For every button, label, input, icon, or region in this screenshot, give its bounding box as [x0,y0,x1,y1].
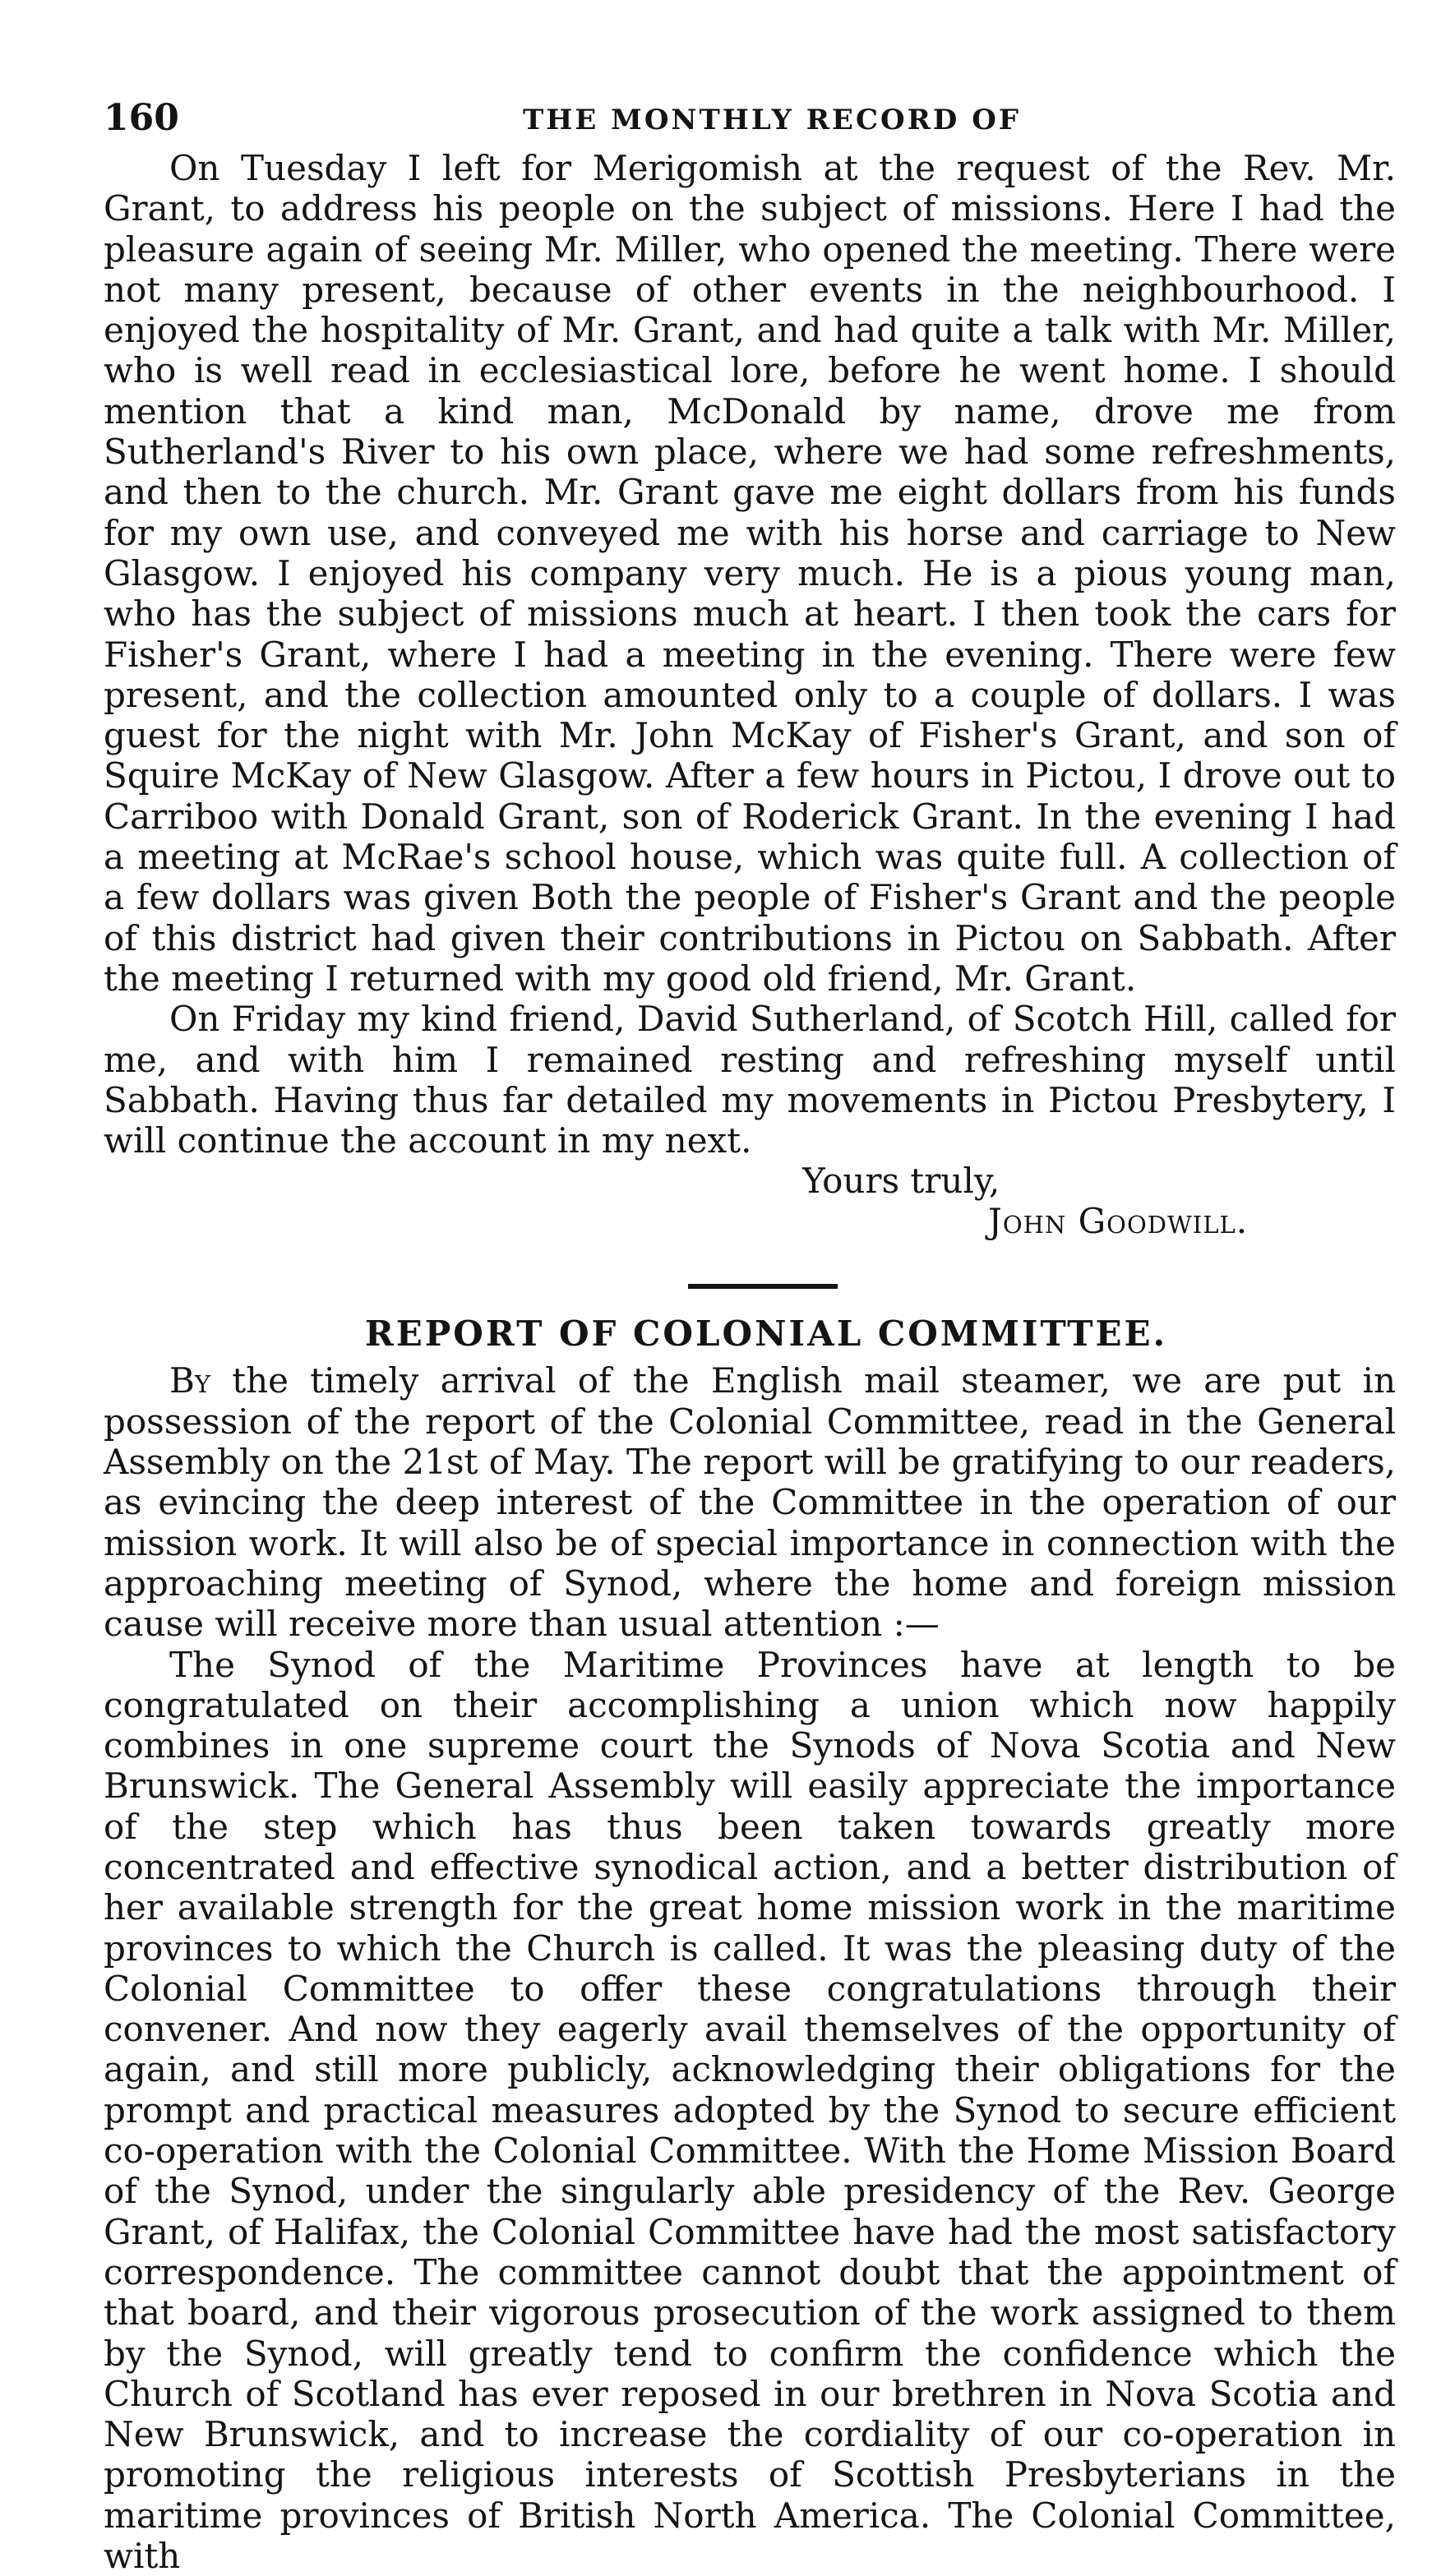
page [104,82,1396,2576]
letter-signature: John Goodwill. [988,1201,1396,1241]
section-title: REPORT OF COLONIAL COMMITTEE. [104,1313,1396,1354]
report-first-word: By [169,1360,210,1401]
report-paragraph-1-text: the timely arrival of the English mail steamer, we are put in possession of the report of the Colonial Committee, read in the General Assembly on the 21st of May. The report will be gratifying to our readers, as evincing the deep interest of the Committee in the operation of our mission work. It will also be of special importance in connection with the approaching meeting of Synod, where the home and foreign mission cause will receive more than usual attention :— [104,1360,1396,1644]
letter-closing: Yours truly, [802,1161,1396,1201]
running-head: THE MONTHLY RECORD OF [523,104,1021,136]
page-number: 160 [104,97,179,139]
report-paragraph-1 [104,1360,1396,1644]
section-divider [688,1284,838,1289]
page-header [104,82,1396,148]
letter-paragraph-1: On Tuesday I left for Merigomish at the request of the Rev. Mr. Grant, to address his people on the subject of missions. Here I had the pleasure again of seeing Mr. Miller, who opened the meeting. There were not many present, because of other events in the neighbourhood. I enjoyed the hospitality of Mr. Grant, and had quite a talk with Mr. Miller, who is well read in ecclesiastical lore, before he went home. I should mention that a kind man, McDonald by name, drove me from Sutherland's River to his own place, where we had some refreshments, and then to the church. Mr. Grant gave me eight dollars from his funds for my own use, and conveyed me with his horse and carriage to New Glasgow. I enjoyed his company very much. He is a pious young man, who has the subject of missions much at heart. I then took the cars for Fisher's Grant, where I had a meeting in the evening. There were few present, and the collection amounted only to a couple of dollars. I was guest for the night with Mr. John McKay of Fisher's Grant, and son of Squire McKay of New Glasgow. After a few hours in Pictou, I drove out to Carriboo with Donald Grant, son of Roderick Grant. In the evening I had a meeting at McRae's school house, which was quite full. A collection of a few dollars was given Both the people of Fisher's Grant and the people of this district had given their contributions in Pictou on Sabbath. After the meeting I returned with my good old friend, Mr. Grant. [104,148,1396,999]
letter-paragraph-2: On Friday my kind friend, David Sutherland, of Scotch Hill, called for me, and with him I remained resting and refreshing myself until Sabbath. Having thus far detailed my movements in Pictou Presbytery, I will continue the account in my next. [104,999,1396,1161]
report-paragraph-2: The Synod of the Maritime Provinces have at length to be congratulated on their accomplishing a union which now happily combines in one supreme court the Synods of Nova Scotia and New Brunswick. The General Assembly will easily appreciate the importance of the step which has thus been taken towards greatly more concentrated and effective synodical action, and a better distribution of her available strength for the great home mission work in the maritime provinces to which the Church is called. It was the pleasing duty of the Colonial Committee to offer these congratulations through their convener. And now they eagerly avail themselves of the opportunity of again, and still more publicly, acknowledging their obligations for the prompt and practical measures adopted by the Synod to secure efficient co-operation with the Colonial Committee. With the Home Mission Board of the Synod, under the singularly able presidency of the Rev. George Grant, of Halifax, the Colonial Committee have had the most satisfactory correspondence. The committee cannot doubt that the appointment of that board, and their vigorous prosecution of the work assigned to them by the Synod, will greatly tend to confirm the confidence which the Church of Scotland has ever reposed in our brethren in Nova Scotia and New Brunswick, and to increase the cordiality of our co-operation in promoting the religious interests of Scottish Presbyterians in the maritime provinces of British North America. The Colonial Committee, with [104,1645,1396,2576]
letter-body [104,148,1396,1241]
report-body [104,1360,1396,2576]
